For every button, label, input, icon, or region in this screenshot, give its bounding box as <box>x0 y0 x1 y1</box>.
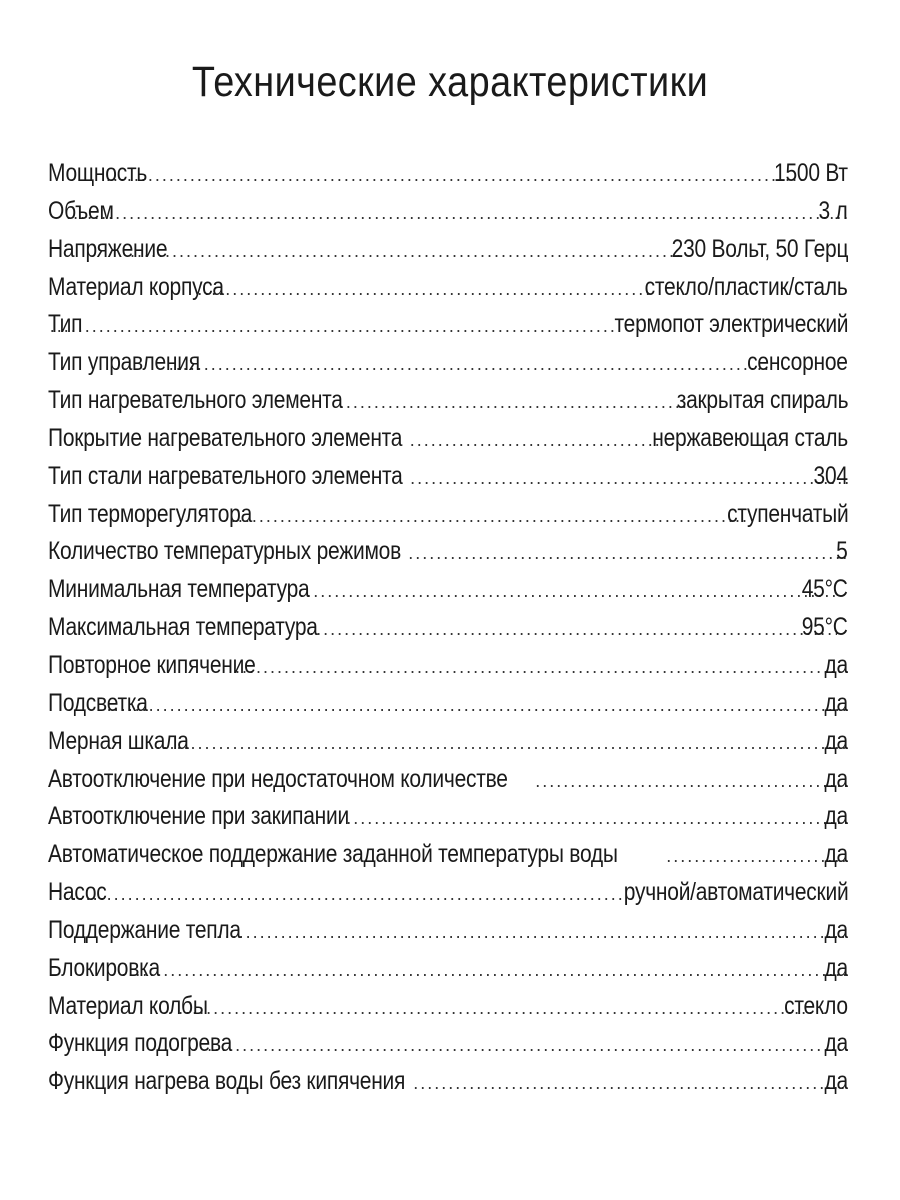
spec-label: Объем <box>48 196 114 225</box>
spec-label: Повторное кипячение <box>48 650 256 679</box>
spec-row <box>48 992 848 1030</box>
dot-leader <box>107 695 848 716</box>
dot-leader <box>155 733 848 754</box>
spec-value: ручной/автоматический <box>623 878 848 907</box>
spec-row <box>48 878 848 916</box>
dot-leader <box>197 279 650 300</box>
spec-row <box>48 840 848 878</box>
spec-label: Тип <box>48 310 83 339</box>
spec-label: Мерная шкала <box>48 726 189 755</box>
dot-leader <box>535 771 848 792</box>
page-title: Технические характеристики <box>191 58 709 106</box>
spec-value: закрытая спираль <box>676 386 848 415</box>
spec-row <box>48 424 848 462</box>
dot-leader <box>58 884 625 905</box>
spec-label: Автоматическое поддержание заданной температуры воды <box>48 840 618 869</box>
spec-row <box>48 613 848 651</box>
spec-row <box>48 575 848 613</box>
spec-list <box>48 159 848 1105</box>
spec-value: да <box>824 688 848 717</box>
spec-row <box>48 235 848 273</box>
spec-row <box>48 500 848 538</box>
spec-value: 230 Вольт, 50 Герц <box>671 234 848 263</box>
spec-value: стекло/пластик/сталь <box>645 272 848 301</box>
spec-value: термопот электрический <box>614 310 848 339</box>
spec-row <box>48 537 848 575</box>
spec-row <box>48 273 848 311</box>
spec-label: Насос <box>48 878 107 907</box>
spec-row <box>48 689 848 727</box>
dot-leader <box>410 468 848 489</box>
spec-row <box>48 159 848 197</box>
spec-label: Мощность <box>48 159 148 187</box>
spec-value: да <box>824 915 848 944</box>
dot-leader <box>106 165 804 186</box>
spec-value: да <box>824 840 848 869</box>
spec-row <box>48 1067 848 1105</box>
spec-label: Функция подогрева <box>48 1029 233 1058</box>
dot-leader <box>346 808 848 829</box>
spec-label: Материал колбы <box>48 991 208 1020</box>
spec-value: нержавеющая сталь <box>652 423 848 452</box>
spec-label: Напряжение <box>48 234 168 263</box>
dot-leader <box>666 846 848 867</box>
dot-leader <box>299 581 837 602</box>
spec-value: да <box>824 650 848 679</box>
spec-value: да <box>824 953 848 982</box>
dot-leader <box>235 657 848 678</box>
spec-label: Материал корпуса <box>48 272 224 301</box>
spec-row <box>48 727 848 765</box>
spec-label: Минимальная температура <box>48 575 310 604</box>
spec-value: да <box>824 1029 848 1058</box>
spec-value: 1500 Вт <box>774 159 848 187</box>
dot-leader <box>413 1073 848 1094</box>
dot-leader <box>121 960 848 981</box>
spec-row <box>48 1029 848 1067</box>
spec-value: сенсорное <box>747 348 848 377</box>
spec-value: 5 <box>836 537 848 566</box>
spec-label: Покрытие нагревательного элемента <box>48 423 403 452</box>
spec-row <box>48 348 848 386</box>
spec-label: Тип терморегулятора <box>48 499 253 528</box>
spec-value: да <box>824 802 848 831</box>
spec-label: Максимальная температура <box>48 613 318 642</box>
spec-row <box>48 386 848 424</box>
dot-leader <box>178 998 816 1019</box>
spec-label: Тип стали нагревательного элемента <box>48 461 403 490</box>
spec-value: 3 л <box>818 196 848 225</box>
spec-value: стекло <box>784 991 848 1020</box>
spec-label: Тип нагревательного элемента <box>48 386 343 415</box>
spec-label: Функция нагрева воды без кипячения <box>48 1067 406 1096</box>
spec-value: ступенчатый <box>726 499 848 528</box>
spec-value: 95°C <box>802 613 848 642</box>
spec-row <box>48 310 848 348</box>
spec-row <box>48 197 848 235</box>
spec-label: Автоотключение при закипании <box>48 802 349 831</box>
dot-leader <box>408 543 848 564</box>
dot-leader <box>218 922 848 943</box>
spec-value: 45°C <box>802 575 848 604</box>
spec-label: Подсветка <box>48 688 148 717</box>
spec-row <box>48 954 848 992</box>
spec-row <box>48 765 848 803</box>
spec-row <box>48 802 848 840</box>
dot-leader <box>231 506 748 527</box>
dot-leader <box>66 203 848 224</box>
spec-label: Поддержание тепла <box>48 915 241 944</box>
spec-value: да <box>824 1067 848 1096</box>
spec-value: да <box>824 764 848 793</box>
dot-leader <box>48 316 614 337</box>
dot-leader <box>207 1035 848 1056</box>
dot-leader <box>309 619 837 640</box>
dot-leader <box>130 241 682 262</box>
spec-value: 304 <box>813 461 848 490</box>
spec-row <box>48 916 848 954</box>
dot-leader <box>339 392 688 413</box>
dot-leader <box>169 354 773 375</box>
spec-row <box>48 651 848 689</box>
spec-row <box>48 462 848 500</box>
spec-label: Количество температурных режимов <box>48 537 401 566</box>
spec-value: да <box>824 726 848 755</box>
spec-label: Автоотключение при недостаточном количестве <box>48 764 508 793</box>
spec-label: Блокировка <box>48 953 160 982</box>
spec-label: Тип управления <box>48 348 200 377</box>
dot-leader <box>410 430 659 451</box>
